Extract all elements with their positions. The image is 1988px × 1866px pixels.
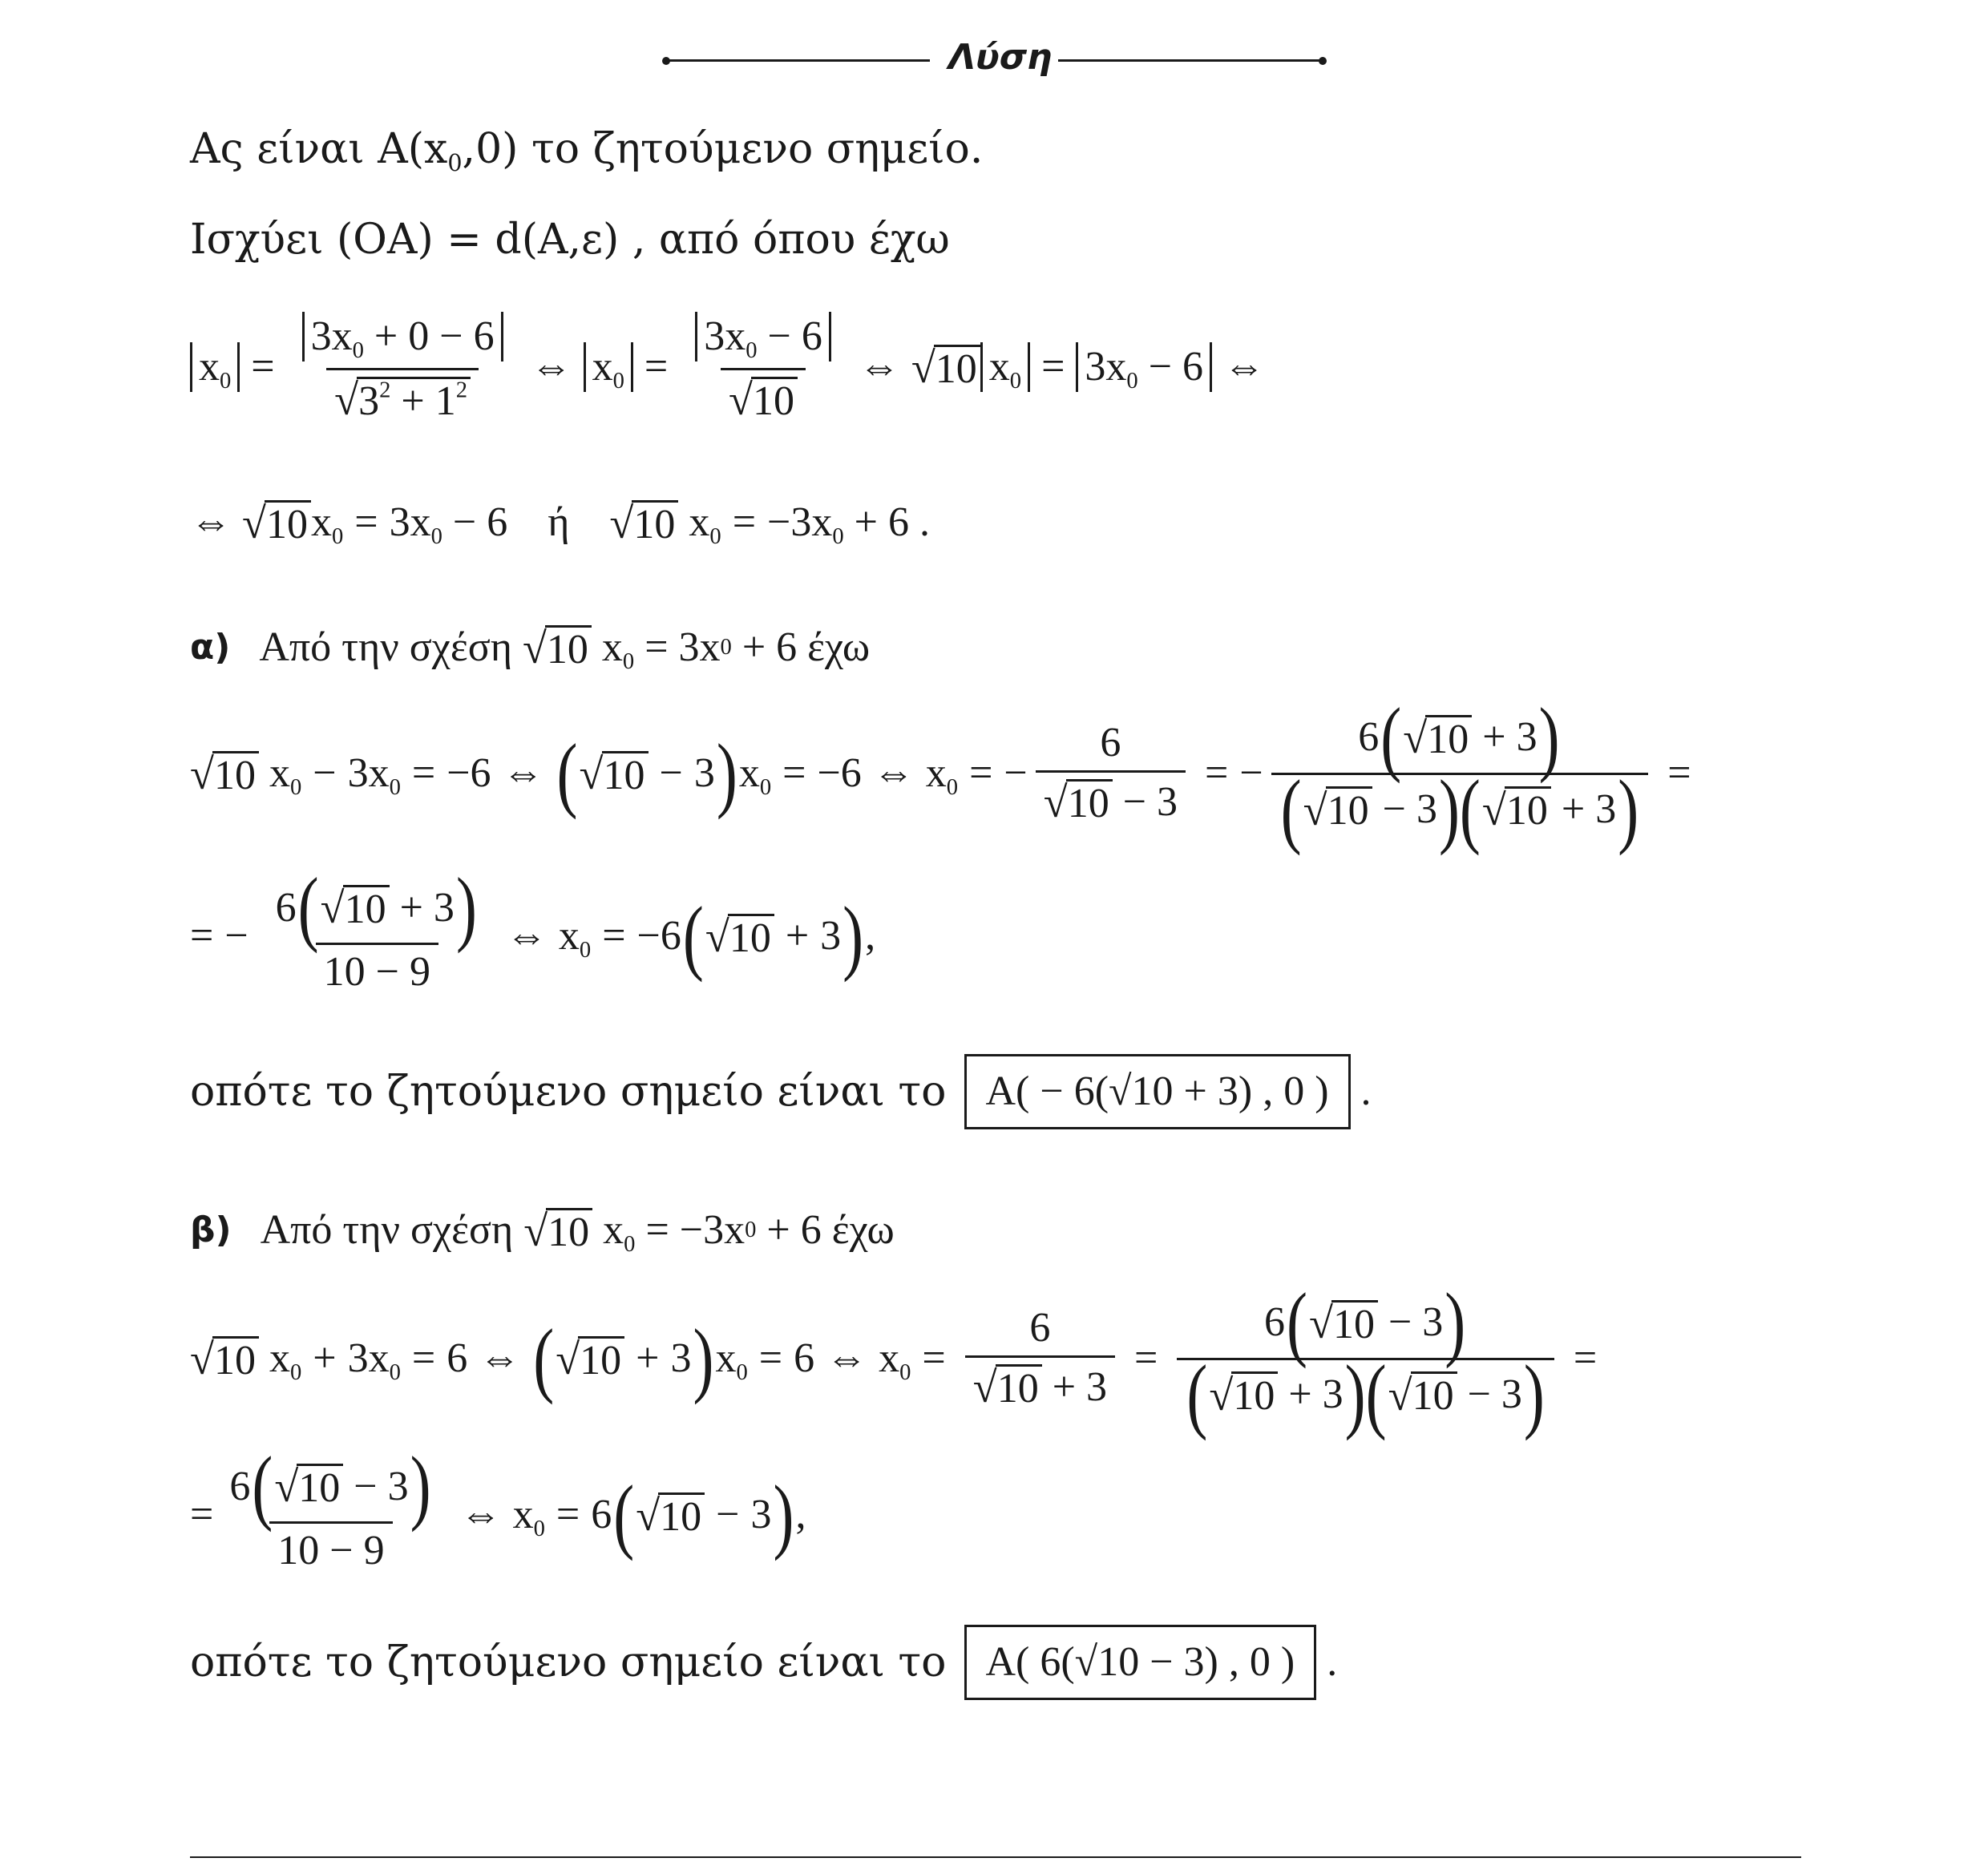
footer-rule [190,1856,1801,1858]
part-a-label: α) [190,627,231,668]
answer-b: A( 6(√10 − 3) , 0 ) [985,1639,1295,1685]
part-b-intro: β) Από την σχέση √ 10 $x_0$ = −3x 0 + 6 έχω [190,1206,895,1257]
holds-line: Ισχύει (OA) = d(A,ε) , από όπου έχω [190,216,950,264]
part-a-eq-rest: = 3x [644,624,721,670]
abs-x0: $x_0$ [190,342,240,391]
equation-6: = 6 ( √ 10 − 3 ) 10 − 9 ⇔ $x_0$ = 6 ( √ 10 − 3 ) , [190,1438,806,1573]
part-a-intro: α) Από την σχέση √ 10 $x_0$ = 3x 0 + 6 έχω [190,623,871,674]
intro-line [190,125,984,176]
answer-a: A( − 6(√10 + 3) , 0 ) [985,1068,1329,1114]
intro-subscript: 0 [447,149,463,176]
intro-text: Ας είναι A(x [190,125,448,173]
part-b-label: β) [190,1210,232,1250]
conclusion-a: οπότε το ζητούμενο σημείο είναι το A( − 6(√10 + 3) , 0 ) . [190,1040,1372,1143]
conclusion-b: οπότε το ζητούμενο σημείο είναι το A( 6(√10 − 3) , 0 ) . [190,1611,1337,1714]
conclusion-a-text: οπότε το ζητούμενο σημείο είναι το [190,1068,947,1116]
header-left-line [665,59,930,62]
answer-box-a [964,1054,1351,1129]
equation-2: ⇔ √ 10 $x_0$ = $3x_0 - 6$ ή √ 10 $x_0$ = $-3x_0 + 6$ . [190,498,930,549]
equation-1: $x_0$ = $3x_0 + 0 - 6$ √ $3^2 + 1^2$ ⇔ $x_0$ = $3x_0 - 6$ √ 10 ⇔ √ 10 $x_0$ = $3x_0 - 6$ ⇔ [190,303,1276,431]
part-a-intro-text: Από την σχέση [259,624,512,670]
header-right-dot [1319,57,1327,65]
fraction-distance: $3x_0 + 0 - 6$ √ $3^2 + 1^2$ [294,312,511,422]
part-b-eq-end: + 6 έχω [766,1207,895,1253]
part-b-eq-rest: = −3x [645,1207,746,1253]
header-right-line [1058,59,1323,62]
equation-4: = − 6 ( √ 10 + 3 ) 10 − 9 ⇔ $x_0$ = −6 ( √ 10 + 3 ) , [190,859,876,995]
intro-rest: ,0) το ζητούμενο σημείο. [462,125,984,173]
part-b-intro-text: Από την σχέση [260,1207,514,1253]
part-a-eq-end: + 6 έχω [741,624,871,670]
equation-3: √ 10 $x_0$ − $3x_0$ = −6 ⇔ ( √ 10 − 3 ) $x_0$ = −6 ⇔ $x_0$ = − 6 √ 10 − 3 = − 6 ( √ 10 + 3 ) ( √ 10 − 3 )( √ 10 + 3 ) = [190,689,1691,856]
equation-5: √ 10 $x_0$ + $3x_0$ = 6 ⇔ ( √ 10 + 3 ) $x_0$ = 6 ⇔ $x_0$ = 6 √ 10 + 3 = 6 ( √ 10 − 3 ) ( √ 10 + 3 )( √ 10 − 3 ) = [190,1274,1598,1441]
page-title: Λύση [948,37,1053,78]
answer-box-b [964,1625,1317,1700]
conclusion-b-text: οπότε το ζητούμενο σημείο είναι το [190,1638,947,1686]
